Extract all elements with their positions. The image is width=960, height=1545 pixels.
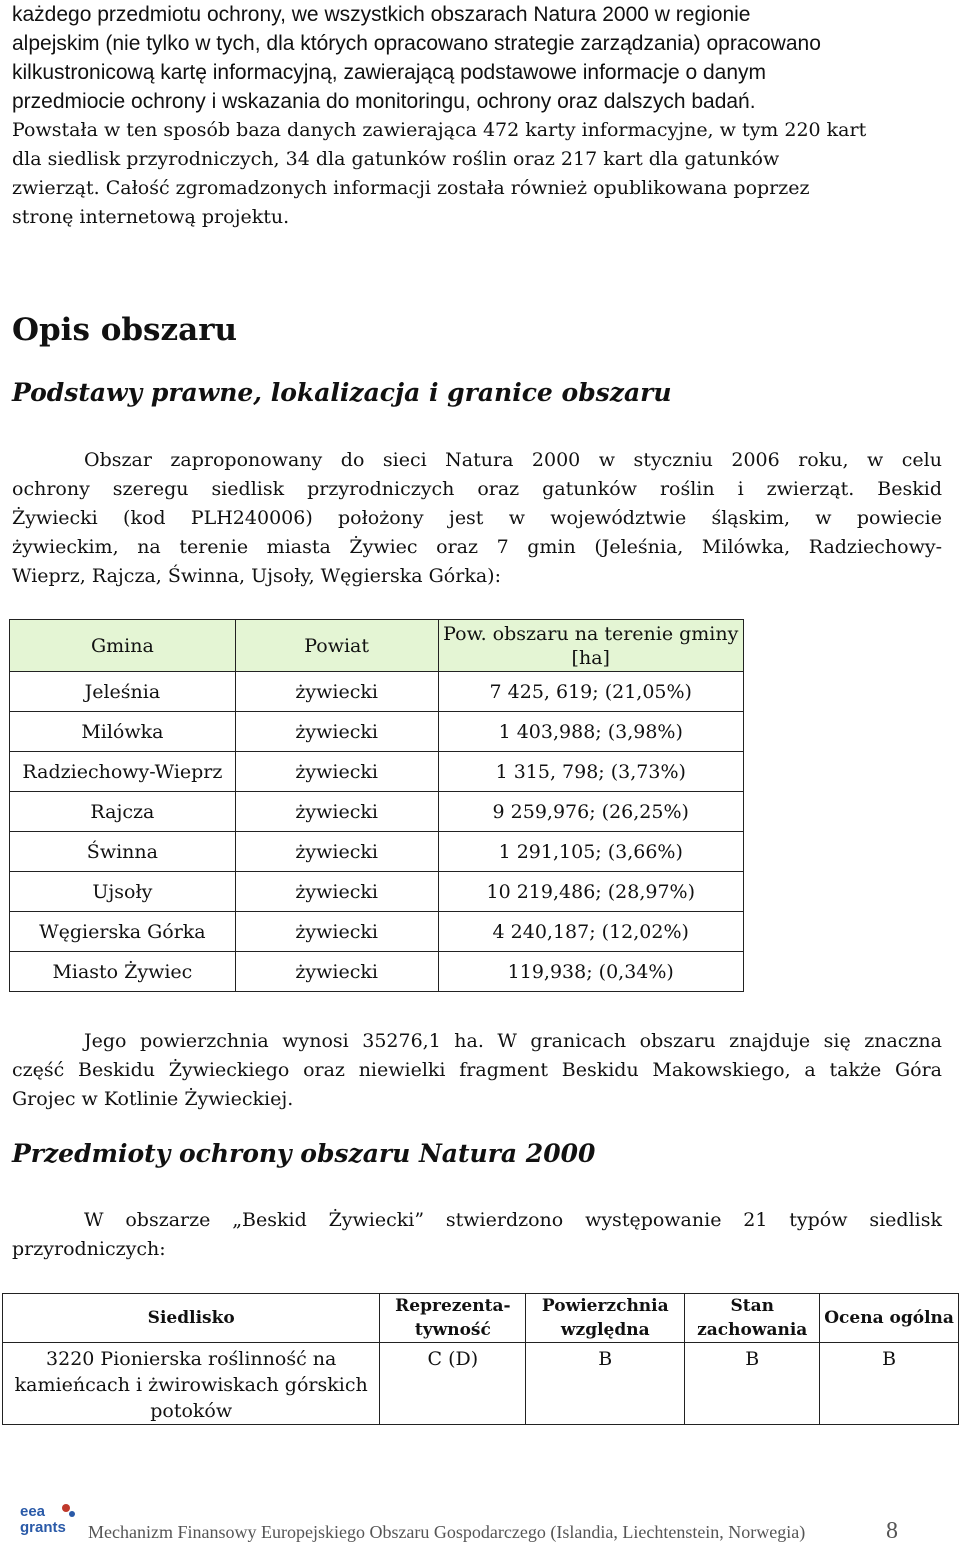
habitats-paragraph: [12, 1206, 942, 1264]
cell-powiat: żywiecki: [235, 832, 438, 872]
table-row: [10, 872, 744, 912]
svg-text:grants: grants: [20, 1519, 66, 1536]
gmina-table: [9, 619, 744, 992]
text-line: dla siedlisk przyrodniczych, 34 dla gatunków roślin oraz 217 kart dla gatunków: [12, 148, 780, 170]
cell-powiat: żywiecki: [235, 752, 438, 792]
cell-gmina: Miasto Żywiec: [10, 952, 236, 992]
cell-gmina: Milówka: [10, 712, 236, 752]
cell-area: 1 291,105; (3,66%): [438, 832, 744, 872]
cell-powiat: żywiecki: [235, 672, 438, 712]
cell-area: 7 425, 619; (21,05%): [438, 672, 744, 712]
cell-conservation: B: [685, 1343, 820, 1425]
location-paragraph: [12, 446, 942, 591]
text-line: przyrodniczych:: [12, 1238, 166, 1260]
table-row: [10, 832, 744, 872]
cell-area: 1 315, 798; (3,73%): [438, 752, 744, 792]
page-number: 8: [886, 1518, 898, 1544]
text-line: kilkustronicową kartę informacyjną, zawierającą podstawowe informacje o danym: [12, 61, 767, 84]
table-row: [10, 712, 744, 752]
cell-powiat: żywiecki: [235, 792, 438, 832]
section-heading-main: Opis obszaru: [12, 312, 238, 348]
table-row: [10, 912, 744, 952]
header-area: Pow. obszaru na terenie gminy [ha]: [438, 620, 744, 672]
table-row: [10, 672, 744, 712]
habitat-table: [2, 1293, 959, 1425]
cell-gmina: Rajcza: [10, 792, 236, 832]
cell-area: 4 240,187; (12,02%): [438, 912, 744, 952]
text-line: Żywiecki (kod PLH240006) położony jest w województwie śląskim, w powiecie: [12, 507, 942, 529]
cell-area: 10 219,486; (28,97%): [438, 872, 744, 912]
header-gmina: Gmina: [10, 620, 236, 672]
text-line: Jego powierzchnia wynosi 35276,1 ha. W granicach obszaru znajduje się znaczna: [84, 1030, 942, 1052]
table-row: [3, 1343, 959, 1425]
cell-habitat: 3220 Pionierska roślinność na kamieńcach i żwirowiskach górskich potoków: [3, 1343, 380, 1425]
cell-powiat: żywiecki: [235, 952, 438, 992]
cell-powiat: żywiecki: [235, 912, 438, 952]
text-line: alpejskim (nie tylko w tych, dla których opracowano strategie zarządzania) opracowano: [12, 32, 821, 55]
eea-grants-logo-icon: [18, 1498, 78, 1538]
cell-gmina: Jeleśnia: [10, 672, 236, 712]
footer-text: Mechanizm Finansowy Europejskiego Obszaru Gospodarczego (Islandia, Liechtenstein, Norwegia): [88, 1522, 806, 1542]
text-line: przedmiocie ochrony i wskazania do monitoringu, ochrony oraz dalszych badań.: [12, 90, 756, 113]
cell-area: 1 403,988; (3,98%): [438, 712, 744, 752]
area-paragraph: [12, 1027, 942, 1114]
subheading-protection: Przedmioty ochrony obszaru Natura 2000: [12, 1139, 596, 1168]
cell-powiat: żywiecki: [235, 872, 438, 912]
text-line: Grojec w Kotlinie Żywieckiej.: [12, 1088, 294, 1110]
text-line: żywieckim, na terenie miasta Żywiec oraz 7 gmin (Jeleśnia, Milówka, Radziechowy-: [12, 536, 942, 558]
cell-overall: B: [820, 1343, 959, 1425]
text-line: Wieprz, Rajcza, Świnna, Ujsoły, Węgierska Górka):: [12, 565, 501, 587]
text-line: W obszarze „Beskid Żywiecki” stwierdzono występowanie 21 typów siedlisk: [84, 1209, 942, 1231]
header-relative-area: Powierzchnia względna: [526, 1294, 685, 1343]
table-row: [10, 792, 744, 832]
table-header-row: [10, 620, 744, 672]
cell-gmina: Ujsoły: [10, 872, 236, 912]
svg-text:eea: eea: [20, 1503, 46, 1520]
cell-area: 9 259,976; (26,25%): [438, 792, 744, 832]
cell-representativeness: C (D): [380, 1343, 526, 1425]
subheading-legal: Podstawy prawne, lokalizacja i granice obszaru: [12, 378, 672, 407]
table-row: [10, 752, 744, 792]
cell-area: 119,938; (0,34%): [438, 952, 744, 992]
page-footer: [0, 1490, 960, 1545]
text-line: stronę internetową projektu.: [12, 206, 290, 228]
text-line: zwierząt. Całość zgromadzonych informacji została również opublikowana poprzez: [12, 177, 810, 199]
intro-paragraph-serif: [12, 116, 942, 232]
text-line: ochrony szeregu siedlisk przyrodniczych oraz gatunków roślin i zwierząt. Beskid: [12, 478, 942, 500]
cell-relative-area: B: [526, 1343, 685, 1425]
header-overall: Ocena ogólna: [820, 1294, 959, 1343]
text-line: każdego przedmiotu ochrony, we wszystkich obszarach Natura 2000 w regionie: [12, 3, 751, 26]
table-header-row: [3, 1294, 959, 1343]
text-line: część Beskidu Żywieckiego oraz niewielki fragment Beskidu Makowskiego, a także Góra: [12, 1059, 942, 1081]
cell-gmina: Węgierska Górka: [10, 912, 236, 952]
text-line: Powstała w ten sposób baza danych zawierająca 472 karty informacyjne, w tym 220 kart: [12, 119, 867, 141]
header-habitat: Siedlisko: [3, 1294, 380, 1343]
header-conservation: Stan zachowania: [685, 1294, 820, 1343]
text-line: Obszar zaproponowany do sieci Natura 2000 w styczniu 2006 roku, w celu: [84, 449, 942, 471]
intro-paragraph-sans: [12, 0, 942, 116]
cell-gmina: Świnna: [10, 832, 236, 872]
cell-gmina: Radziechowy-Wieprz: [10, 752, 236, 792]
table-row: [10, 952, 744, 992]
header-powiat: Powiat: [235, 620, 438, 672]
header-representativeness: Reprezenta-tywność: [380, 1294, 526, 1343]
cell-powiat: żywiecki: [235, 712, 438, 752]
